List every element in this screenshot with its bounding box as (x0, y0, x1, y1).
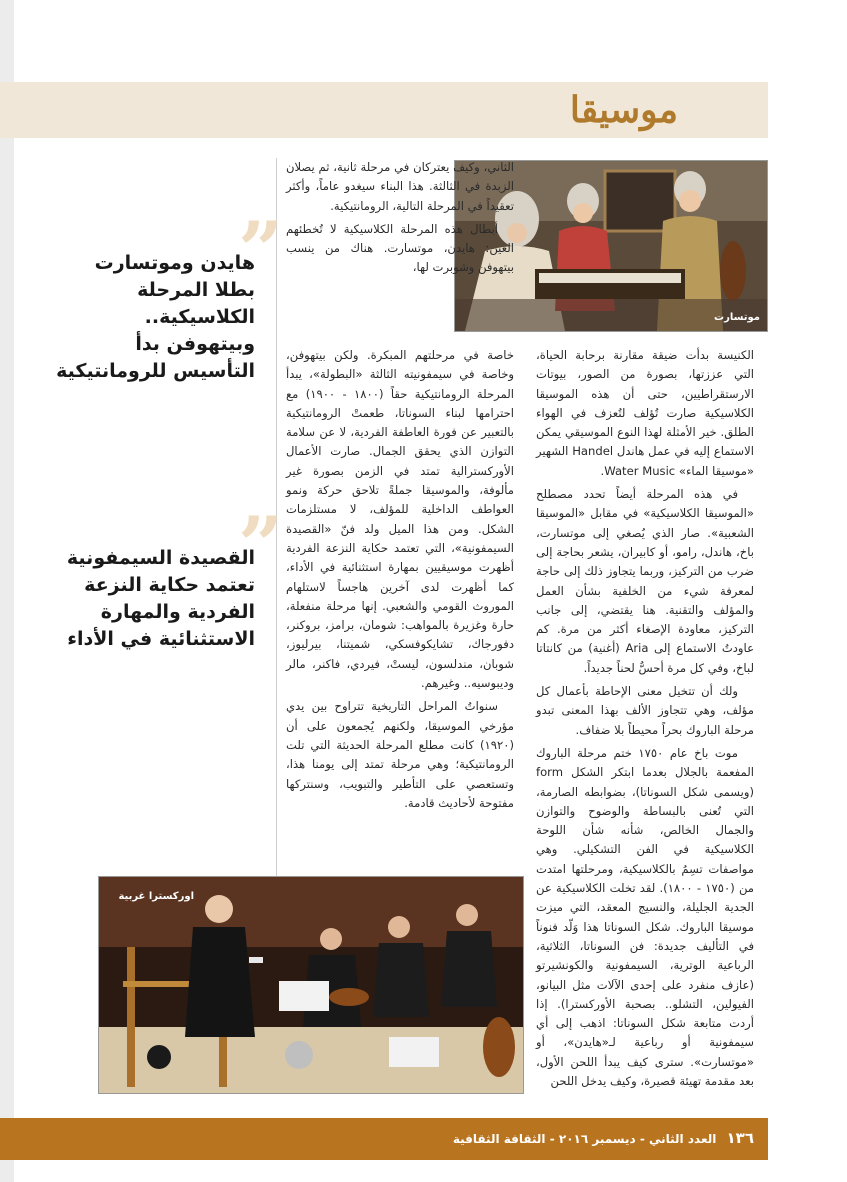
bottom-photo-caption: اوركسترا غربية (118, 891, 194, 902)
pull-quote-classical: هايدن وموتسارت بطلا المرحلة الكلاسيكية.. وبيتهوفن بدأ التأسيس للرومانتيكية (56, 252, 255, 382)
paragraph: الكنيسة بدأت ضيقة مقارنة برحابة الحياة، التي عززتها، بصورة من الصور، بيوتات الارستقراطيين، حتى أن هذه الموسيقا الكلاسيكية صارت تُؤلف لتُعزف في الهواء الطلق. خير الأمثلة لهذا النوع الموسيقي يمكن الاستماع إليه في عمل هاندل Handel الشهير «موسيقا الماء» Water Music. (536, 348, 754, 478)
paragraph: سنواتُ المراحل التاريخية تتراوح بين يدي مؤرخي الموسيقا، ولكنهم يُجمعون على أن (١٩٢٠) كانت مطلع المرحلة الحديثة التي تلت الرومانتيكية؛ وهي مرحلة تمتد إلى يومنا هذا، وتستعصي على التأطير والتبويب، وسنتركها مفتوحة لأحاديث قادمة. (286, 699, 514, 810)
footer-text (453, 1129, 754, 1147)
paragraph: موت باخ عام ١٧٥٠ ختم مرحلة الباروك المفعمة بالجلال بعدما ابتكر الشكل form (ويسمى شكل السوناتا)، بضوابطه الصارمة، التي تُعنى بالبساطة والوضوح والتوازن والجمال الخالص، شأنه شأن اللوحة الكلاسيكية في الفن التشكيلي. وهي مواصفات تسِمُ بالكلاسيكية، ومرحلتها امتدت من (١٧٥٠ - ١٨٠٠). لقد تخلت الكلاسيكية عن الجدية الجليلة، والنسيج المعقد، التي ميزت موسيقا الباروك. شكل السوناتا هذا وَلّد فنوناً في التأليف جديدة: فن السوناتا، الثلاثية، الرباعية الوترية، السيمفونية والكونشيرتو (عازف منفرد على إحدى الآلات مثل البيانو، الفيولين، التشلو.. بصحبة الأوركسترا). إذا أردت متابعة شكل السوناتا: اذهب إلى أي سيمفونية أو رباعية لـ«هايدن»، أو «موتسارت». سترى كيف يبدأ اللحن الأول، بعد مقدمة تهيئة قصيرة، وكيف يدخل اللحن (536, 745, 754, 1088)
paragraph: خاصة في مرحلتهم المبكرة. ولكن بيتهوفن، وخاصة في سيمفونيته الثالثة «البطولة»، يبدأ المرحلة الرومانتيكية حقاً (١٨٠٠ - ١٩٠٠) مع احترامها لبناء السوناتا، طعمتْ الرومانتيكية بالتعبير عن فورة العاطفة الفردية، لا عن سلامة التوازن الذي يحقق الجمال. صارت الأعمال الأوركسترالية تمتد في الزمن بصورة غير مألوفة، والموسيقا جملةً تلاحق حركة ونمو العواطف الداخلية للمؤلف، لا مستلزمات الشكل. ومن هذا الميل ولد فنّ «القصيدة السيمفونية»، التي تعتمد حكاية النزعة الفردية أظهرت موسيقيين بمهارة استثنائية في الأداء، كما أظهرت لدى آخرين هاجساً لاستلهام الموروث القومي والشعبي. إنها مرحلة منفعلة، حارة وغزيرة بالمواهب: شومان، برامز، بروكنر، دفورجاك، تشايكوفسكي، شميتنا، بيرليوز، شوبان، مندلسون، ليستْ، فيردي، فاكنر، مالر وديبوسيه.. وغيرهم. (286, 348, 514, 691)
paragraph: في هذه المرحلة أيضاً تحدد مصطلح «الموسيقا الكلاسيكية» في مقابل «الموسيقا الشعبية». صار الذي يُصغي إلى موتسارت، باخ، هاندل، رامو، أو كابيران، يشعر بحاجة إلى ضرب من التركيز، وربما يتجاوز ذلك إلى حاجة لمعرفة شيء من الخلفية بشأن العمل والمؤلف والتقنية. هنا يقتضي، إلى جانب التركيز، معاودة الإصغاء أكثر من مرة. كم عاودتُ الاستماع إلى Aria (أغنية) من كانتاتا لباخ، وفي كل مرة أحسُّ لحناً جديداً. (536, 487, 754, 675)
page-number: ١٣٦ (726, 1129, 754, 1147)
top-photo-caption: موتسارت (714, 312, 760, 323)
column-middle-lower (286, 346, 514, 858)
issue-info: العدد الثاني - ديسمبر ٢٠١٦ - (549, 1132, 717, 1146)
column-middle-upper (286, 158, 514, 330)
pull-quote-symphonic: القصيدة السيمفونية تعتمد حكاية النزعة الفردية والمهارة الاستثنائية في الأداء (66, 547, 255, 650)
column-right (536, 346, 754, 1096)
paragraph: الثاني، وكيف يعتركان في مرحلة ثانية، ثم يصلان الزبدة في الثالثة. هذا البناء سيغدو عاماً، وأكثر تعقيداً في المرحلة التالية، الرومانتيكية. (286, 160, 514, 213)
page-edge (0, 0, 14, 1182)
section-header (0, 82, 768, 138)
paragraph: أبطال هذه المرحلة الكلاسيكية لا تُخطئهم العين: هايدن، موتسارت. هناك من ينسب بيتهوفن وشوبرت لها، (286, 221, 514, 275)
orchestra-photo (98, 876, 524, 1094)
page-footer (0, 1118, 768, 1160)
quote-mark-icon: ” (238, 500, 283, 591)
paragraph: ولك أن تتخيل معنى الإحاطة بأعمال كل مؤلف، وهي تتجاوز الألف بهذا المعنى تبدو مرحلة الباروك بحراً محيطاً بلا ضفاف. (536, 684, 754, 737)
magazine-name: الثقافة الثقافية (452, 1132, 546, 1146)
section-title: موسيقا (569, 89, 678, 131)
quote-mark-icon: ” (238, 205, 283, 296)
